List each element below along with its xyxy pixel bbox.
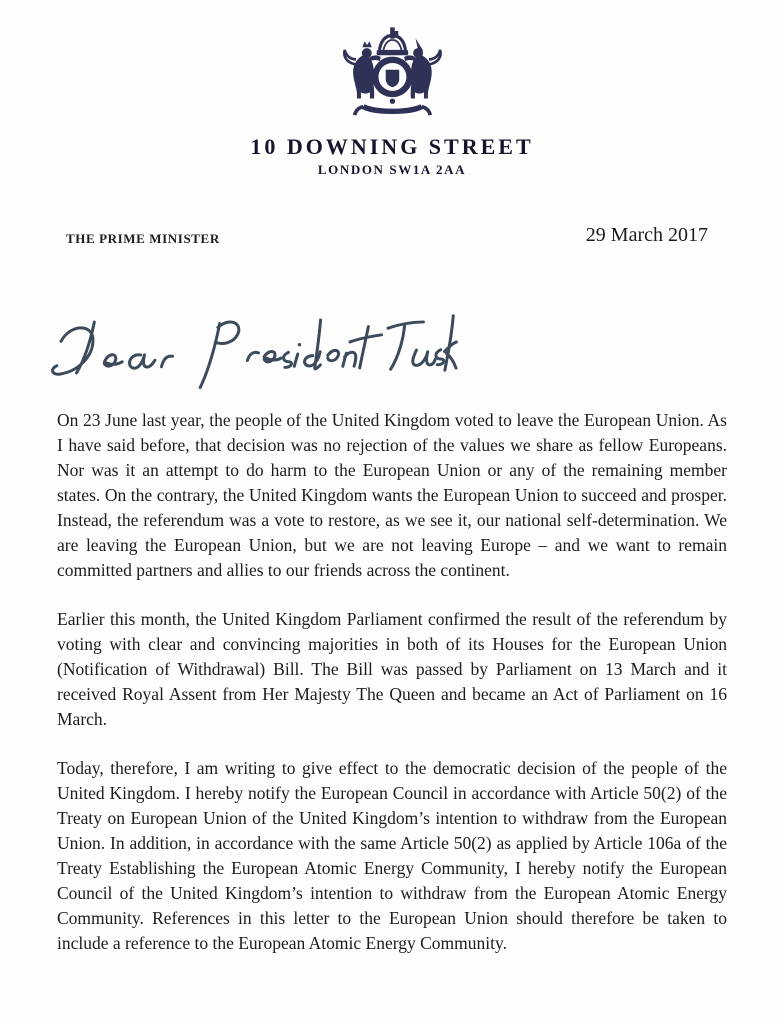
handwriting-dear-president-tusk	[45, 308, 458, 401]
paragraph-2: Earlier this month, the United Kingdom Parliament confirmed the result of the referendum by voting with clear and convincing majorities in both of its Houses for the European Union (Notification of Withdrawal) Bill. The Bill was passed by Parliament on 13 March and it received Royal Assent from Her Majesty The Queen and became an Act of Parliament on 16 March.	[57, 609, 727, 729]
paragraph-3: Today, therefore, I am writing to give effect to the democratic decision of the people of the United Kingdom. I hereby notify the European Council in accordance with Article 50(2) of the Treaty on European Union of the United Kingdom’s intention to withdraw from the European Union. In addition, in accordance with the same Article 50(2) as applied by Article 106a of the Treaty Establishing the European Atomic Energy Community, I hereby notify the European Council of the United Kingdom’s intention to withdraw from the European Atomic Energy Community. References in this letter to the European Union should therefore be taken to include a reference to the European Atomic Energy Community.	[57, 758, 727, 953]
paragraph-1: On 23 June last year, the people of the United Kingdom voted to leave the European Union. As I have said before, that decision was no rejection of the values we share as fellow Europeans. Nor was it an attempt to do harm to the European Union or any of the remaining member states. On the contrary, the United Kingdom wants the European Union to succeed and prosper. Instead, the referendum was a vote to restore, as we see it, our national self-determination. We are leaving the European Union, but we are not leaving Europe – and we want to remain committed partners and allies to our friends across the continent.	[57, 410, 727, 580]
meta-row	[66, 224, 708, 247]
letterhead-address-line1: 10 DOWNING STREET	[250, 134, 534, 159]
royal-coat-of-arms-icon	[329, 26, 455, 126]
sender-title: THE PRIME MINISTER	[66, 231, 220, 246]
letter-body	[57, 408, 727, 956]
letterhead	[0, 0, 784, 178]
salutation-handwriting	[45, 303, 784, 407]
letterhead-address-line2: LONDON SW1A 2AA	[317, 162, 467, 177]
letter-date: 29 March 2017	[585, 224, 708, 246]
